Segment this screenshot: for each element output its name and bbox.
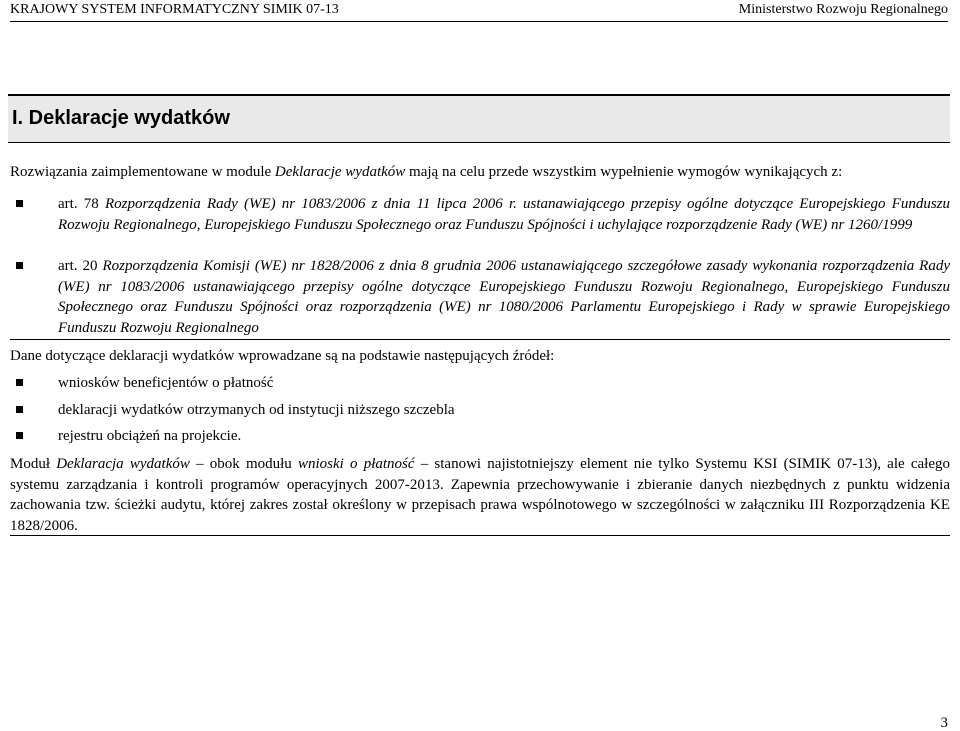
source-text: wniosków beneficjentów o płatność: [58, 375, 274, 391]
closing-text-e: – stanowi najistotniejszy element nie tylko Systemu KSI (SIMIK 07-13), ale całego systemu zarządzania i kontroli programów operacyjnych 2007-2013. Zapewnia przechowywanie i zbieranie danych niezbędnych z punktu widzenia zachowania tzw. ścieżki audytu, której zakres został określony w przepisach prawa wspólnotowego w szczególności w załączniku III Rozporządzenia KE 1828/2006.: [10, 456, 950, 534]
header-system-name: KRAJOWY SYSTEM INFORMATYCZNY SIMIK 07-13: [10, 2, 339, 17]
intro-text-a: Rozwiązania zaimplementowane w module: [10, 164, 275, 180]
page-number: 3: [940, 715, 948, 731]
running-header: [10, 1, 948, 22]
closing-text-c: – obok modułu: [189, 456, 298, 472]
section-divider: [10, 535, 950, 536]
closing-text-a: Moduł: [10, 456, 57, 472]
sources-intro: Dane dotyczące deklaracji wydatków wprowadzane są na podstawie następujących źródeł:: [10, 348, 555, 364]
source-text: rejestru obciążeń na projekcie.: [58, 428, 242, 444]
header-ministry: Ministerstwo Rozwoju Regionalnego: [738, 2, 948, 17]
closing-paragraph: [10, 454, 950, 536]
square-bullet-icon: [16, 432, 23, 439]
legal-bullet-text: Rozporządzenia Komisji (WE) nr 1828/2006 z dnia 8 grudnia 2006 ustanawiającego szczegółowe zasady wykonania rozporządzenia Rady (WE) nr 1083/2006 ustanawiającego przepisy ogólne dotyczące Europejskiego Funduszu Rozwoju Regionalnego, Europejskiego Funduszu Społecznego oraz Funduszu Spójności oraz rozporządzenia (WE) nr 1080/2006 Parlamentu Europejskiego i Rady w sprawie Europejskiego Funduszu Rozwoju Regionalnego: [58, 258, 950, 336]
legal-bullet-text: Rozporządzenia Rady (WE) nr 1083/2006 z dnia 11 lipca 2006 r. ustanawiającego przepisy ogólne dotyczące Europejskiego Funduszu Rozwoju Regionalnego, Europejskiego Funduszu Społecznego oraz Funduszu Spójności i uchylające rozporządzenie Rady (WE) nr 1260/1999: [58, 196, 950, 233]
closing-module-name: Deklaracja wydatków: [56, 456, 190, 472]
section-heading-band: [8, 94, 950, 143]
square-bullet-icon: [16, 200, 23, 207]
section-title: I. Deklaracje wydatków: [12, 107, 230, 129]
legal-bullet-lead: art. 20: [58, 258, 103, 274]
section-divider: [10, 339, 950, 340]
intro-text-c: mają na celu przede wszystkim wypełnienie wymogów wynikających z:: [405, 164, 843, 180]
intro-paragraph: [10, 162, 950, 183]
square-bullet-icon: [16, 379, 23, 386]
legal-bullet-lead: art. 78: [58, 196, 105, 212]
source-text: deklaracji wydatków otrzymanych od instytucji niższego szczebla: [58, 402, 455, 418]
square-bullet-icon: [16, 262, 23, 269]
intro-module-name: Deklaracje wydatków: [274, 164, 406, 180]
square-bullet-icon: [16, 406, 23, 413]
closing-related-module: wnioski o płatność: [297, 456, 415, 472]
